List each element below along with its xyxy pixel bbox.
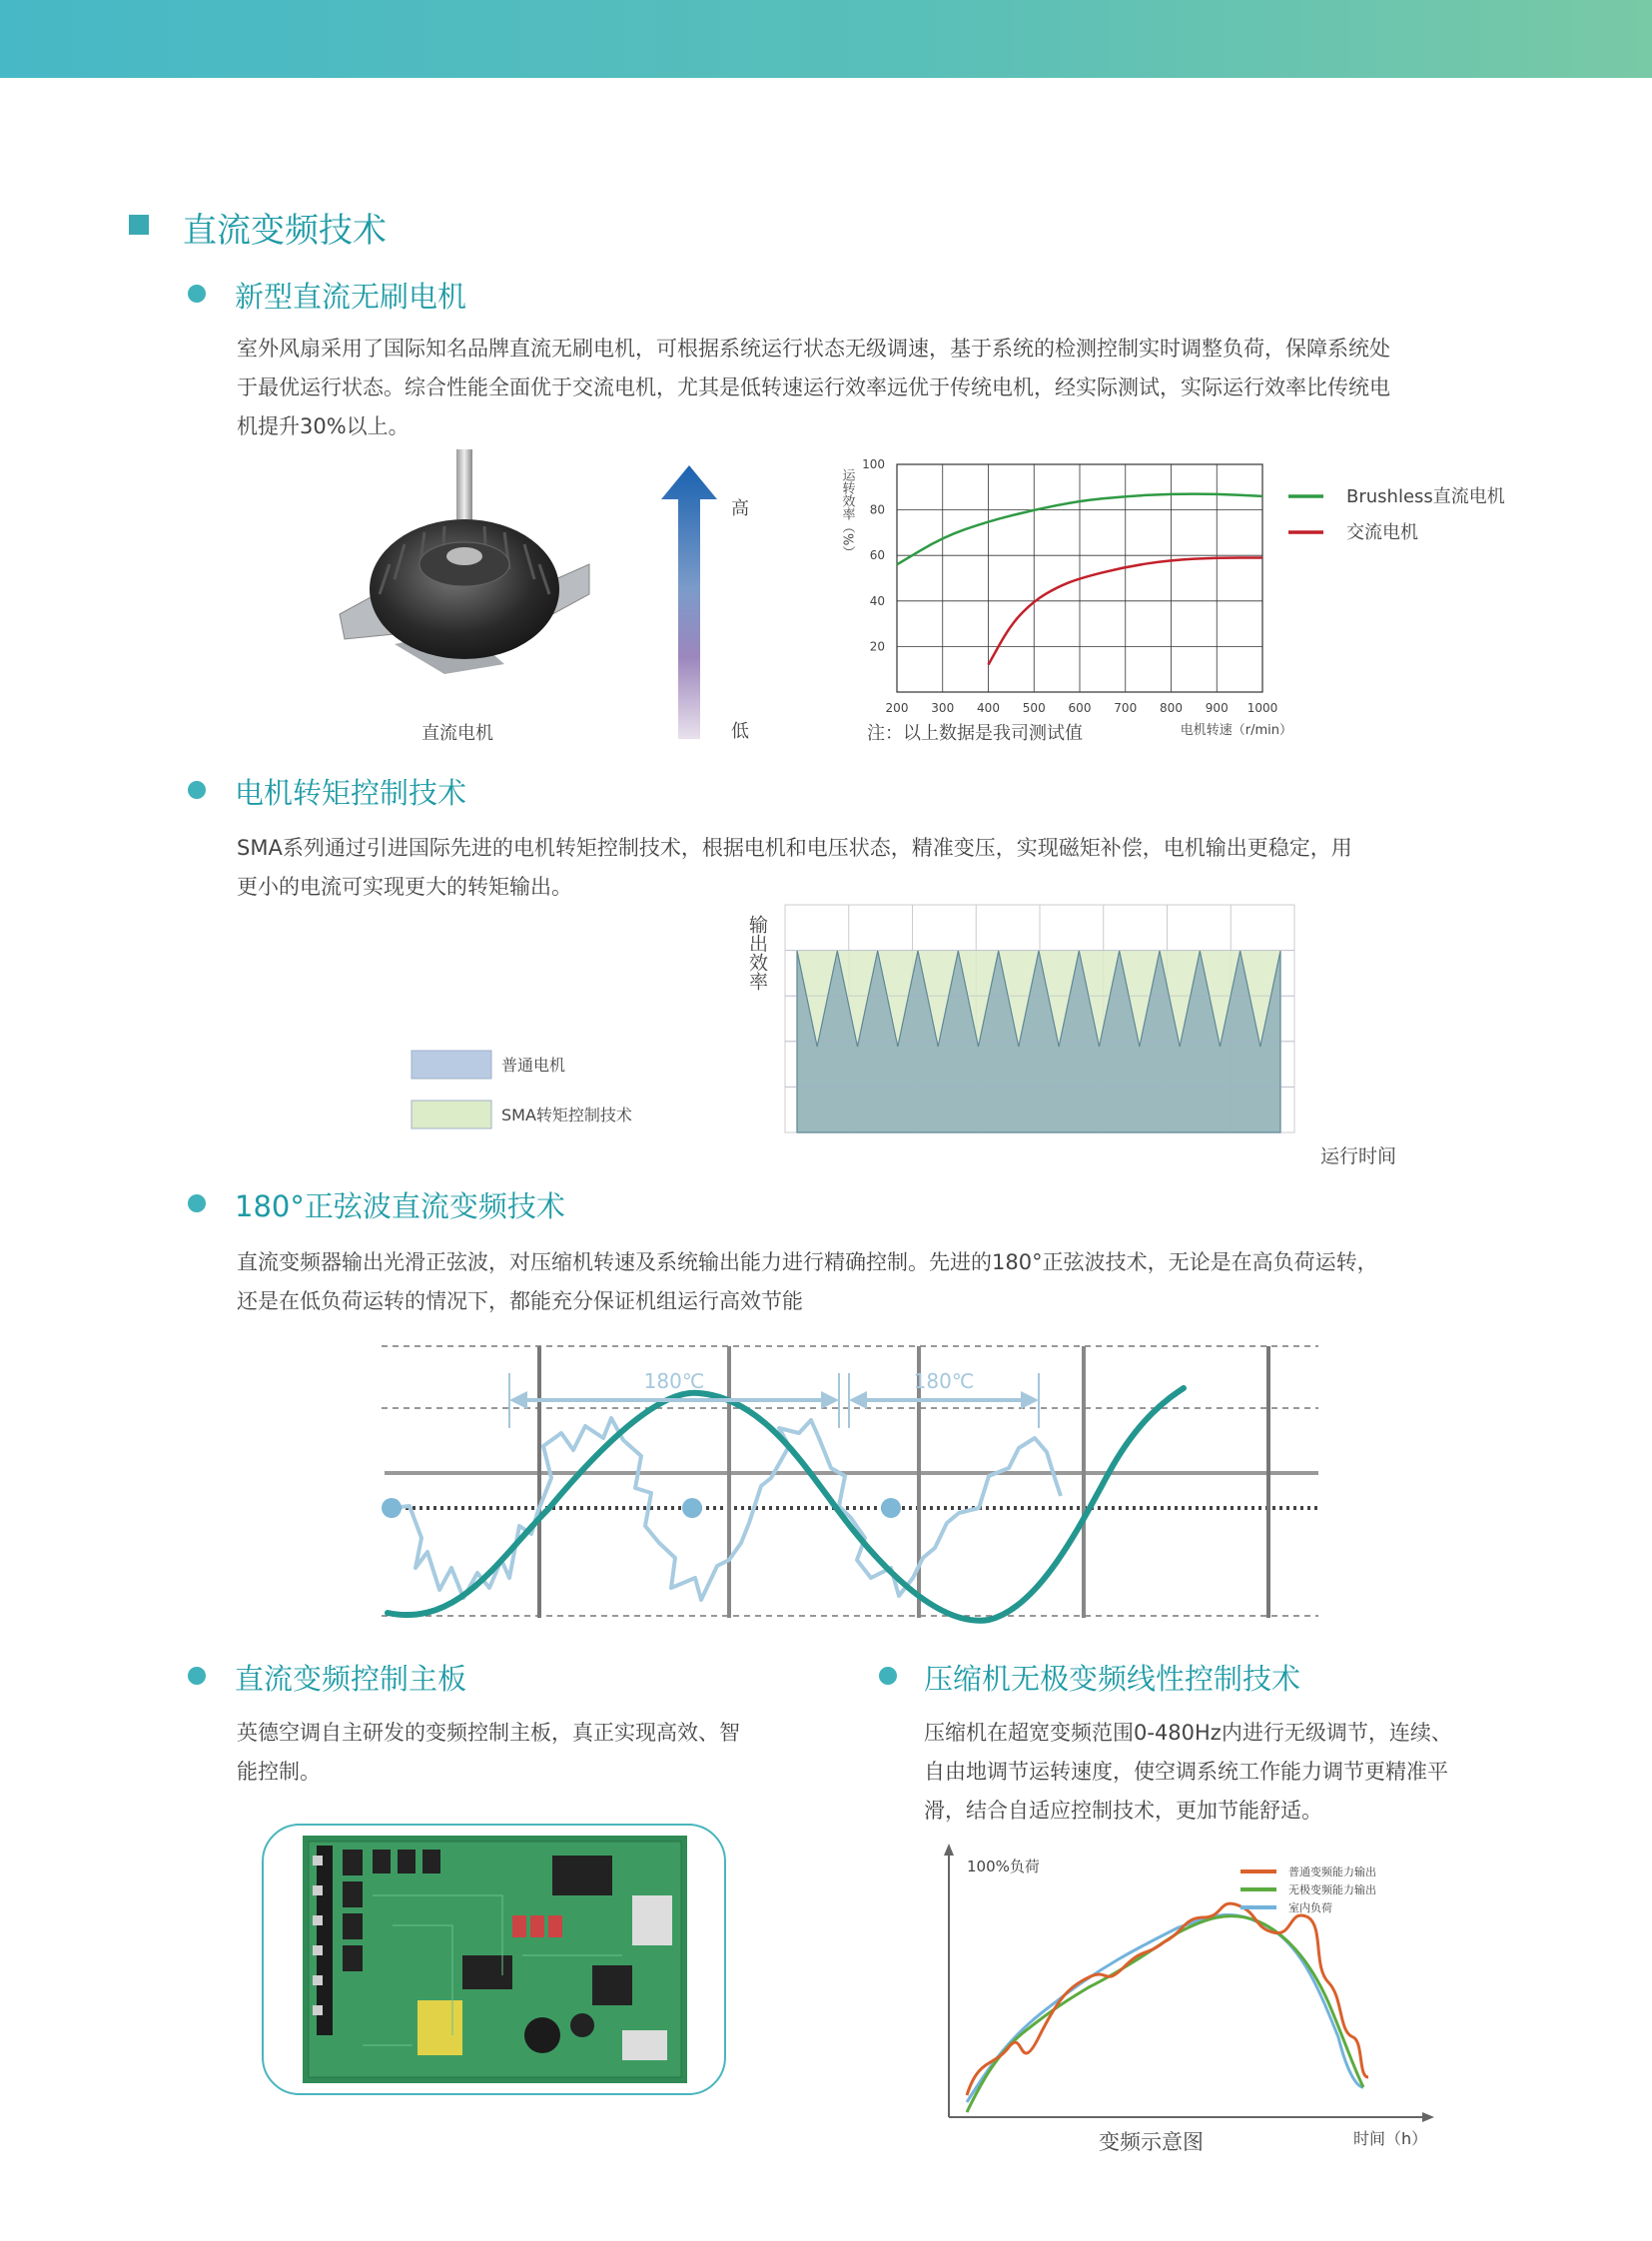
paragraph-board: [237, 1714, 836, 1792]
x-tick-label: 900: [1205, 701, 1229, 715]
zero-crossing-dot: [881, 1498, 901, 1518]
para-line: 英德空调自主研发的变频控制主板，真正实现高效、智: [237, 1721, 740, 1745]
x-tick-label: 700: [1114, 701, 1138, 715]
legend-label: SMA转矩控制技术: [501, 1106, 632, 1124]
y-tick-label: 100: [862, 457, 885, 471]
legend-swatch: [412, 1101, 491, 1128]
arrow-head-right: [821, 1391, 839, 1409]
control-board-image: [303, 1836, 687, 2083]
frequency-chart: [899, 1838, 1458, 2167]
legend-label: 交流电机: [1346, 522, 1418, 543]
y-axis-arrow: [944, 1844, 954, 1856]
para-line: 于最优运行状态。综合性能全面优于交流电机，尤其是低转速运行效率远优于传统电机，经实际测试，实际运行效率比传统电: [237, 375, 1390, 399]
section-title-compressor: 压缩机无极变频线性控制技术: [924, 1662, 1301, 1696]
legend-swatch: [412, 1051, 491, 1079]
para-line: 还是在低负荷运转的情况下，都能充分保证机组运行高效节能: [237, 1289, 803, 1313]
arrow-head-left: [849, 1391, 867, 1409]
bullet-dot-icon: [188, 781, 206, 799]
legend-label: 普通变频能力输出: [1288, 1866, 1376, 1878]
arrow-high-label: 高: [731, 498, 749, 519]
legend-label: 普通电机: [501, 1056, 566, 1075]
paragraph-sine: [237, 1243, 1535, 1321]
section-title-torque: 电机转矩控制技术: [235, 776, 467, 810]
sine-wave: [388, 1388, 1184, 1621]
x-tick-label: 1000: [1246, 701, 1278, 715]
y-tick-label: 80: [869, 502, 885, 517]
top-banner: [0, 0, 1652, 78]
x-axis-label: 电机转速（r/min）: [1180, 723, 1292, 738]
zero-crossing-dot: [682, 1498, 702, 1518]
legend-label: 无极变频能力输出: [1288, 1883, 1376, 1896]
y-tick-label: 40: [869, 593, 885, 608]
legend-label: 室内负荷: [1288, 1901, 1332, 1914]
sine-wave-chart: [380, 1328, 1328, 1628]
para-line: 机提升30%以上。: [237, 414, 410, 438]
motor-caption: 直流电机: [421, 723, 493, 744]
bullet-dot-icon: [188, 1667, 206, 1685]
para-line: 压缩机在超宽变频范围0-480Hz内进行无级调节，连续、: [924, 1721, 1452, 1745]
torque-chart: [400, 899, 1478, 1167]
paragraph-compressor: [924, 1714, 1543, 1831]
x-tick-label: 600: [1068, 701, 1092, 715]
section-title-board: 直流变频控制主板: [235, 1662, 467, 1696]
span-label: 180℃: [643, 1369, 705, 1393]
section-title-sine: 180°正弦波直流变频技术: [235, 1189, 565, 1223]
page-title: 直流变频技术: [183, 211, 387, 251]
chart-title: 变频示意图: [1099, 2130, 1204, 2154]
y-axis-label: 100%负荷: [967, 1858, 1040, 1875]
efficiency-chart: [829, 454, 1528, 749]
x-axis-label: 时间（h）: [1353, 2129, 1428, 2148]
stepless-output-line: [967, 1916, 1363, 2112]
x-axis-arrow: [1422, 2112, 1434, 2122]
y-axis-label: 输出效率: [746, 915, 768, 991]
x-tick-label: 200: [885, 701, 909, 715]
y-axis-label: 运转效率（%）: [839, 468, 855, 559]
x-tick-label: 500: [1022, 701, 1046, 715]
x-axis-label: 运行时间: [1320, 1145, 1397, 1167]
para-line: 更小的电流可实现更大的转矩输出。: [237, 875, 572, 899]
arrow-head-right: [1021, 1391, 1039, 1409]
legend-label: Brushless直流电机: [1346, 486, 1505, 507]
y-tick-label: 20: [869, 639, 885, 654]
title-square-icon: [129, 215, 149, 235]
para-line: 自由地调节运转速度，使空调系统工作能力调节更精准平: [924, 1760, 1448, 1784]
para-line: 直流变频器输出光滑正弦波，对压缩机转速及系统输出能力进行精确控制。先进的180°正弦波技术，无论是在高负荷运转，: [237, 1250, 1378, 1274]
paragraph-brushless: [237, 330, 1535, 446]
bullet-dot-icon: [188, 1194, 206, 1212]
para-line: 室外风扇采用了国际知名品牌直流无刷电机，可根据系统运行状态无级调速，基于系统的检测控制实时调整负荷，保障系统处: [237, 337, 1390, 361]
arrow-head-left: [509, 1391, 527, 1409]
arrow-low-label: 低: [731, 721, 749, 742]
paragraph-torque: [237, 829, 1535, 907]
x-tick-label: 400: [977, 701, 1000, 715]
zero-crossing-dot: [382, 1498, 402, 1518]
para-line: 能控制。: [237, 1760, 321, 1784]
para-line: 滑，结合自适应控制技术，更加节能舒适。: [924, 1799, 1322, 1823]
y-tick-label: 60: [869, 548, 885, 563]
efficiency-arrow: [659, 461, 719, 741]
bullet-dot-icon: [879, 1667, 897, 1685]
para-line: SMA系列通过引进国际先进的电机转矩控制技术，根据电机和电压状态，精准变压，实现磁矩补偿，电机输出更稳定，用: [237, 836, 1352, 860]
x-tick-label: 300: [931, 701, 955, 715]
dc-motor-image: [335, 444, 594, 674]
bullet-dot-icon: [188, 285, 206, 303]
section-title-brushless: 新型直流无刷电机: [235, 280, 467, 314]
span-label: 180℃: [913, 1369, 975, 1393]
x-tick-label: 800: [1160, 701, 1183, 715]
chart-note: 注：以上数据是我司测试值: [867, 723, 1083, 744]
